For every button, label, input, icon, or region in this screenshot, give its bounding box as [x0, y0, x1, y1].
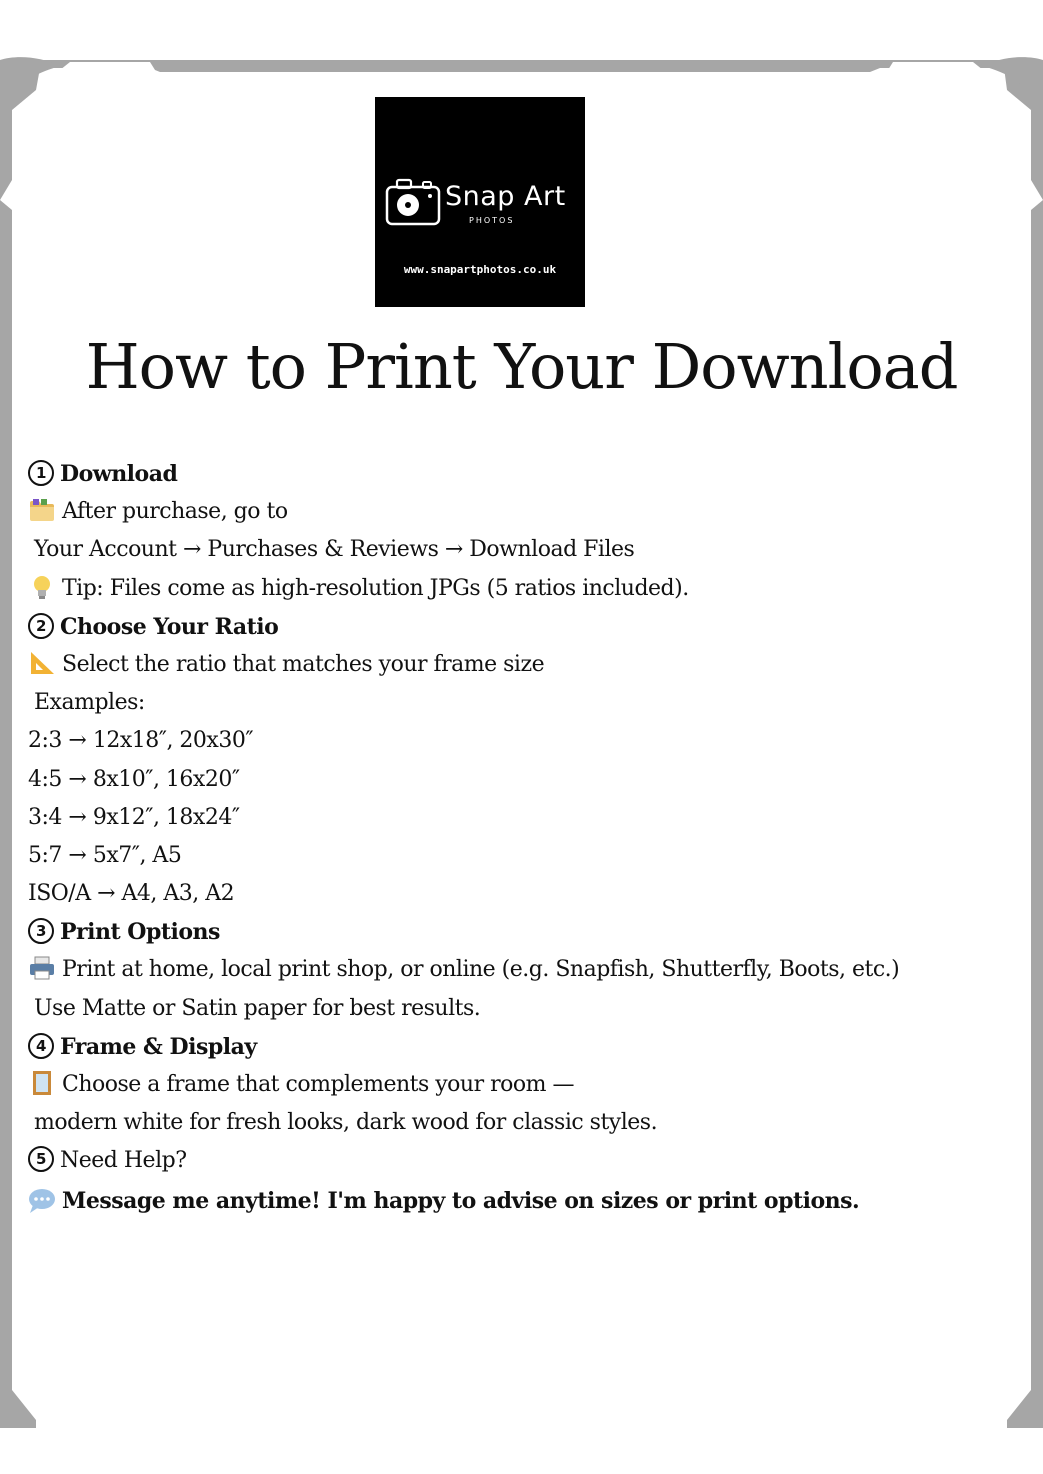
brand-subtitle: PHOTOS	[469, 216, 515, 225]
instruction-line	[28, 799, 1028, 837]
folder-icon	[28, 497, 56, 523]
instruction-line	[28, 1066, 1028, 1104]
line-text: Choose Your Ratio	[60, 613, 279, 640]
instruction-line	[28, 875, 1028, 913]
line-text: 3:4 → 9x12″, 18x24″	[28, 804, 240, 830]
instruction-line	[28, 684, 1028, 722]
instruction-line	[28, 570, 1028, 608]
instruction-line	[28, 531, 1028, 569]
line-text: 2:3 → 12x18″, 20x30″	[28, 728, 254, 754]
section-heading	[28, 608, 1028, 646]
line-text: 5:7 → 5x7″, A5	[28, 842, 182, 868]
speech-bubble-icon	[28, 1187, 56, 1213]
brand-logo	[375, 97, 585, 307]
section-heading	[28, 913, 1028, 951]
line-text: Print at home, local print shop, or online (e.g. Snapfish, Shutterfly, Boots, etc.)	[62, 957, 900, 983]
section-heading	[28, 1028, 1028, 1066]
line-text: ISO/A → A4, A3, A2	[28, 881, 235, 907]
line-text: Choose a frame that complements your room —	[62, 1072, 574, 1097]
camera-icon	[385, 177, 441, 227]
instruction-line	[28, 1142, 1028, 1180]
instruction-line	[28, 990, 1028, 1028]
line-text: Need Help?	[60, 1148, 187, 1174]
instruction-line	[28, 493, 1028, 531]
line-text: Use Matte or Satin paper for best results.	[34, 995, 481, 1021]
instruction-line	[28, 1104, 1028, 1142]
lightbulb-icon	[28, 574, 56, 600]
frame-icon	[28, 1070, 56, 1096]
line-text: Examples:	[34, 690, 145, 716]
instruction-line	[28, 951, 1028, 989]
line-text: Download	[60, 461, 178, 487]
section-heading	[28, 455, 1028, 493]
instruction-line	[28, 646, 1028, 684]
line-text: After purchase, go to	[62, 499, 288, 525]
brand-url: www.snapartphotos.co.uk	[403, 263, 557, 276]
line-text: 4:5 → 8x10″, 16x20″	[28, 766, 240, 792]
page-title: How to Print Your Download	[85, 330, 958, 403]
step-number-icon: 5	[28, 1146, 54, 1172]
instructions	[28, 455, 1028, 1221]
help-message	[28, 1181, 1028, 1221]
step-number-icon: 2	[28, 613, 54, 639]
step-number-icon: 1	[28, 460, 54, 486]
line-text: Select the ratio that matches your frame size	[62, 651, 545, 677]
instruction-line	[28, 837, 1028, 875]
printer-icon	[28, 955, 56, 981]
line-text: Print Options	[60, 919, 220, 946]
instruction-line	[28, 761, 1028, 799]
line-text: Frame & Display	[60, 1033, 257, 1060]
line-text: modern white for fresh looks, dark wood for classic styles.	[34, 1110, 658, 1136]
step-number-icon: 3	[28, 918, 54, 944]
line-text: Message me anytime! I'm happy to advise on sizes or print options.	[62, 1187, 860, 1214]
line-text: Your Account → Purchases & Reviews → Download Files	[34, 537, 635, 563]
line-text: Tip: Files come as high-resolution JPGs (5 ratios included).	[62, 575, 689, 601]
instruction-line	[28, 722, 1028, 760]
brand-name: Snap Art	[445, 181, 566, 212]
triangle-ruler-icon	[28, 650, 56, 676]
step-number-icon: 4	[28, 1033, 54, 1059]
